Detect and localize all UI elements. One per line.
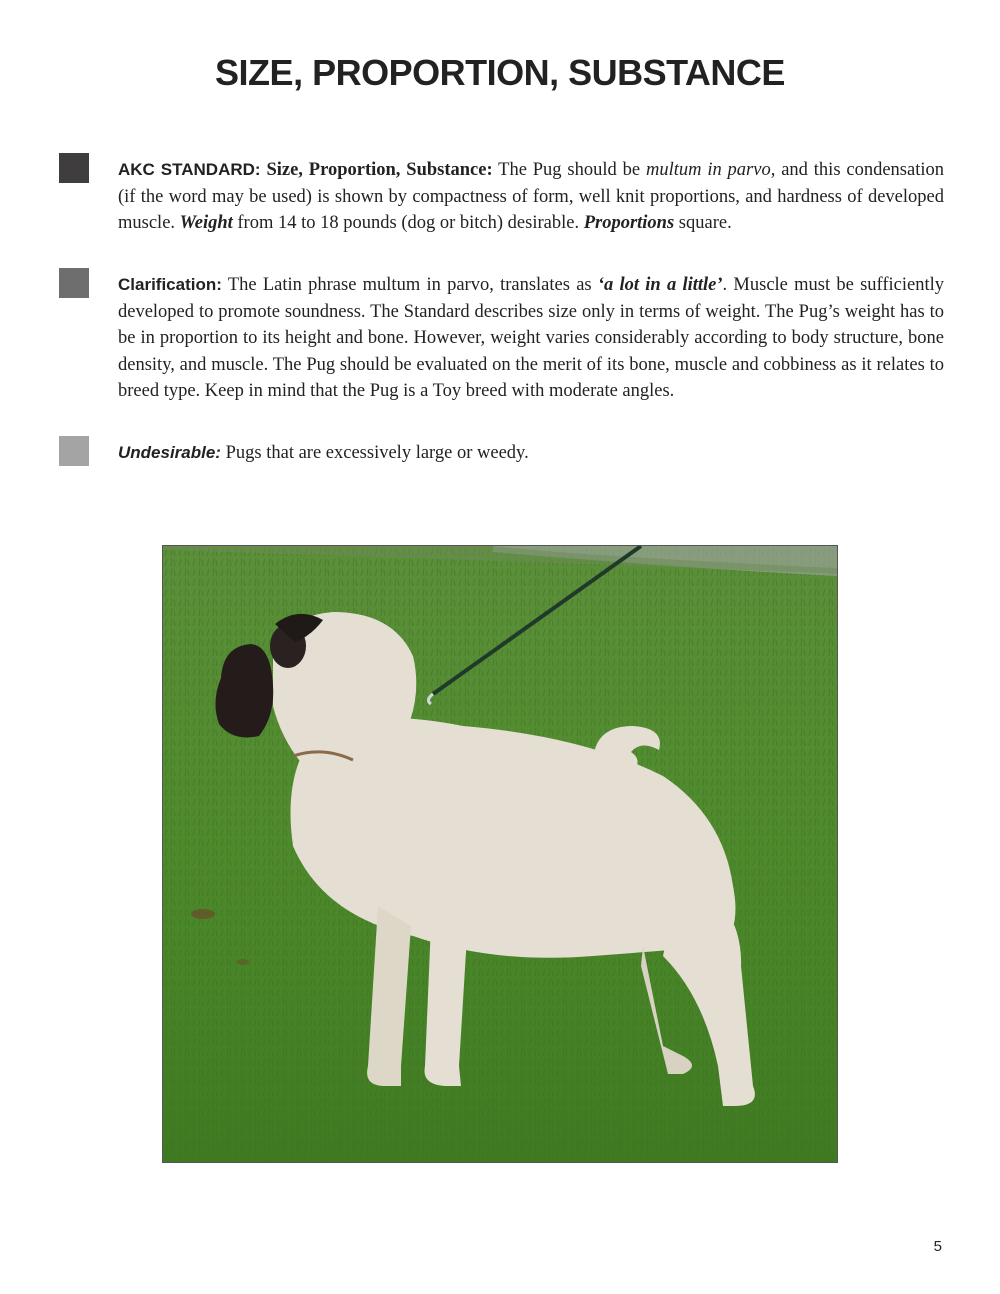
standard-text-2: , and this condensation (if the word may be used) is shown by compactness of form, well knit proportions, and hardness of developed muscle. xyxy=(118,160,944,234)
section-marker-standard xyxy=(59,153,89,183)
standard-text-4: square. xyxy=(674,213,732,234)
page-title: SIZE, PROPORTION, SUBSTANCE xyxy=(215,52,785,93)
clarification-emphasis: ‘a lot in a little’ xyxy=(597,275,723,295)
undesirable-label: Undesirable: xyxy=(118,443,221,462)
standard-heading: Size, Proportion, Substance: xyxy=(260,160,493,180)
undesirable-paragraph xyxy=(118,440,944,467)
clarification-text-2: . Muscle must be sufficiently developed to promote soundness. The Standard describes size only in terms of weight. The Pug’s weight has to be in proportion to its height and bone. However, weight varies considerably according to body structure, bone density, and muscle. The Pug should be evaluated on the merit of its bone, muscle and cobbiness as it relates to breed type. Keep in mind that the Pug is a Toy breed with moderate angles. xyxy=(118,275,944,402)
section-marker-undesirable xyxy=(59,436,89,466)
standard-label: AKC STANDARD: xyxy=(118,160,261,179)
proportions-label: Proportions xyxy=(583,213,675,234)
clarification-label: Clarification: xyxy=(118,275,222,294)
weight-label: Weight xyxy=(179,213,233,234)
standard-text-1: The Pug should be xyxy=(492,160,646,180)
standard-text-3: from 14 to 18 pounds (dog or bitch) desirable. xyxy=(232,213,584,234)
clarification-text-1: The Latin phrase multum in parvo, translates as xyxy=(221,275,598,295)
page-number: 5 xyxy=(933,1238,942,1255)
undesirable-text: Pugs that are excessively large or weedy. xyxy=(220,443,529,463)
section-marker-clarification xyxy=(59,268,89,298)
standard-emphasis: multum in parvo xyxy=(645,160,771,180)
standard-paragraph xyxy=(118,157,944,237)
pug-photo xyxy=(162,545,838,1163)
clarification-paragraph xyxy=(118,272,944,405)
fawn-pug-on-leash-icon xyxy=(163,546,837,1162)
